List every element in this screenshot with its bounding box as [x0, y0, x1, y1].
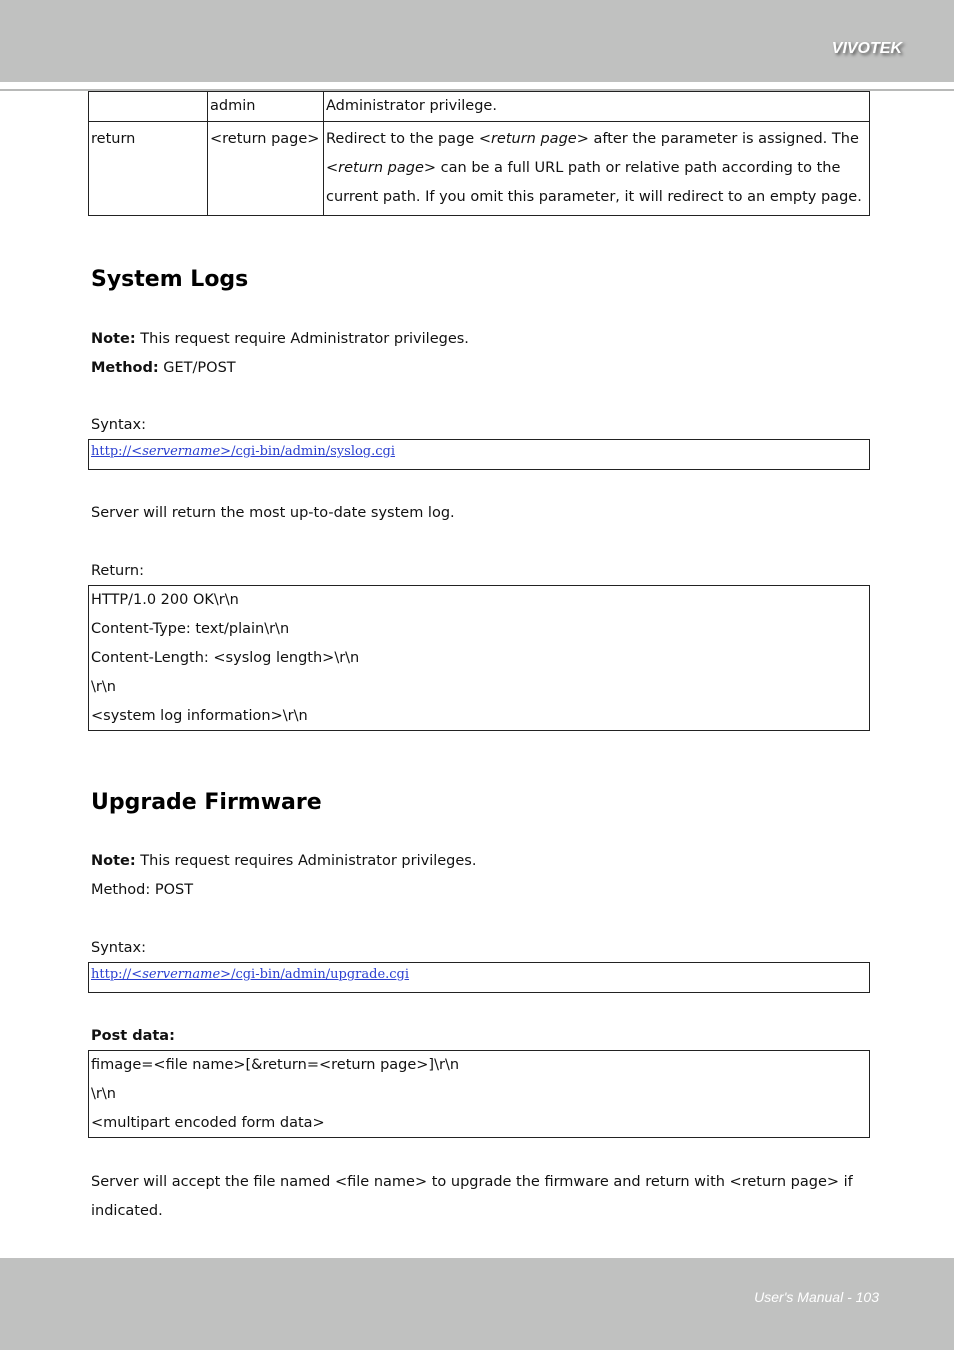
table-cell: <return page>: [208, 122, 324, 216]
code-line: Content-Length: <syslog length>\r\n: [91, 650, 360, 666]
header-band: [0, 0, 954, 82]
code-line: \r\n: [91, 1086, 116, 1102]
url-emphasis: servername: [142, 444, 221, 459]
description-text: Server will return the most up-to-date system log.: [91, 505, 455, 521]
syntax-box: [88, 962, 870, 993]
code-line: <multipart encoded form data>: [91, 1115, 325, 1131]
url-text: >/cgi-bin/admin/syslog.cgi: [220, 444, 396, 459]
code-line: HTTP/1.0 200 OK\r\n: [91, 592, 239, 608]
text-span: Redirect to the page: [326, 131, 479, 147]
text-emphasis: <return page>: [326, 160, 437, 176]
code-line: Content-Type: text/plain\r\n: [91, 621, 290, 637]
table-row: [89, 122, 870, 216]
brand-logo: VIVOTEK: [831, 40, 902, 57]
method-text: GET/POST: [158, 360, 236, 376]
section-title-system-logs: System Logs: [91, 267, 249, 292]
table-row: [89, 92, 870, 122]
return-label: Return:: [91, 563, 145, 579]
code-line: <system log information>\r\n: [91, 708, 308, 724]
parameter-table: [88, 91, 870, 216]
upgrade-url-link[interactable]: [91, 967, 409, 982]
syntax-box: [88, 439, 870, 470]
note-text: This request require Administrator privileges.: [135, 331, 469, 347]
text-span: after the parameter is assigned. The: [588, 131, 859, 147]
method-label: Method:: [91, 360, 159, 376]
syntax-label: Syntax:: [91, 417, 147, 433]
post-data-label: Post data:: [91, 1028, 175, 1044]
code-line: \r\n: [91, 679, 116, 695]
section-title-upgrade-firmware: Upgrade Firmware: [91, 790, 322, 815]
text-span: can be a full URL path or relative path according to the current path. If you omit this parameter, it will redirect to an empty page.: [326, 160, 862, 205]
return-box: [88, 585, 870, 731]
syntax-label: Syntax:: [91, 940, 147, 956]
note-line: [91, 851, 476, 871]
table-cell-description: [324, 122, 870, 216]
method-line: [91, 358, 236, 378]
url-text: http://<: [91, 967, 143, 982]
note-label: Note:: [91, 853, 136, 869]
table-cell: admin: [208, 92, 324, 122]
text-emphasis: <return page>: [478, 131, 589, 147]
url-emphasis: servername: [142, 967, 221, 982]
post-data-box: [88, 1050, 870, 1138]
code-line: fimage=<file name>[&return=<return page>]\r\n: [91, 1057, 460, 1073]
url-text: >/cgi-bin/admin/upgrade.cgi: [220, 967, 410, 982]
syslog-url-link[interactable]: [91, 444, 395, 459]
table-cell: Administrator privilege.: [324, 92, 870, 122]
note-line: [91, 329, 469, 349]
description-text: Server will accept the file named <file name> to upgrade the firmware and return with <return page> if: [91, 1174, 853, 1190]
table-cell: [89, 92, 208, 122]
note-text: This request requires Administrator privileges.: [135, 853, 477, 869]
url-text: http://<: [91, 444, 143, 459]
page-number: User's Manual - 103: [754, 1289, 879, 1305]
description-text: indicated.: [91, 1203, 163, 1219]
note-label: Note:: [91, 331, 136, 347]
method-line: Method: POST: [91, 882, 194, 898]
table-cell: return: [89, 122, 208, 216]
